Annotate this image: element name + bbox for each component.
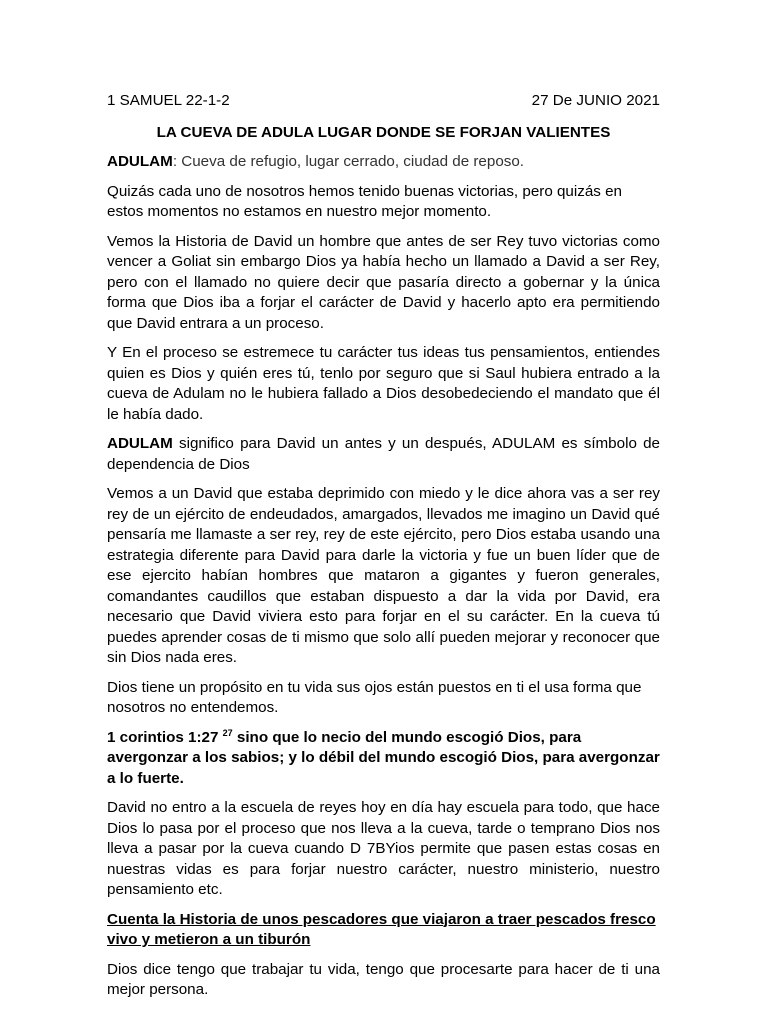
document-title: LA CUEVA DE ADULA LUGAR DONDE SE FORJAN VALIENTES bbox=[156, 123, 611, 141]
adulam-term: ADULAM bbox=[107, 435, 173, 452]
paragraph-army: Vemos a un David que estaba deprimido con miedo y le dice ahora vas a ser rey rey de un ejército de endeudados, amargados, llevados me imagino un David qué pensaría me llamaste a ser rey, rey de este ejército, pero Dios estaba usando una estrategia diferente para David para darle la victoria y fue un buen líder que de ese ejercito habían hombres que mataron a gigantes y fueron generales, comandantes caudillos que estaban dispuesto a dar la vida por David, era necesario que David viviera esto para forjar en el su carácter. En la cueva tú puedes aprender cosas de ti mismo que solo allí pueden mejorar y reconocer que sin Dios nada eres. bbox=[107, 485, 660, 666]
verse-number: 27 bbox=[222, 727, 233, 738]
paragraph-closing: Dios dice tengo que trabajar tu vida, tengo que procesarte para hacer de ti una mejor persona. bbox=[107, 960, 660, 998]
paragraph-david-history: Vemos la Historia de David un hombre que antes de ser Rey tuvo victorias como vencer a Goliat sin embargo Dios ya había hecho un llamado a David a ser Rey, pero con el llamado no quiere decir que pasaría directo a gobernar y la única forma que Dios iba a forjar el carácter de David y hacerlo apto era permitiendo que David entrara a un proceso. bbox=[107, 232, 660, 332]
scripture-reference: 1 SAMUEL 22-1-2 bbox=[107, 92, 230, 109]
verse-reference: 1 corintios 1:27 bbox=[107, 728, 223, 746]
paragraph-process: Y En el proceso se estremece tu carácter tus ideas tus pensamientos, entiendes quien es Dios y quién eres tú, tenlo por seguro que si Saul hubiera entrado a la cueva de Adulam no le hubiera fallado a Dios desobedeciendo el mandato que él le había dado. bbox=[107, 344, 660, 423]
adulam-meaning-text: significo para David un antes y un después, ADULAM es símbolo de dependencia de Dios bbox=[107, 435, 660, 473]
definition-paragraph bbox=[107, 152, 660, 173]
paragraph-purpose: Dios tiene un propósito en tu vida sus ojos están puestos en ti el usa forma que nosotros no entendemos. bbox=[107, 678, 642, 716]
document-date: 27 De JUNIO 2021 bbox=[531, 92, 660, 109]
document-page bbox=[107, 91, 660, 1010]
document-header bbox=[107, 91, 660, 112]
bible-verse bbox=[107, 728, 660, 790]
paragraph-intro: Quizás cada uno de nosotros hemos tenido buenas victorias, pero quizás en estos momentos no estamos en nuestro mejor momento. bbox=[107, 182, 623, 220]
verse-text: sino que lo necio del mundo escogió Dios, para avergonzar a los sabios; y lo débil del mundo escogió Dios, para avergonzar a lo fuerte. bbox=[107, 728, 660, 787]
definition-text: : Cueva de refugio, lugar cerrado, ciudad de reposo. bbox=[172, 153, 525, 170]
paragraph-school-of-kings: David no entro a la escuela de reyes hoy en día hay escuela para todo, que hace Dios lo pasa por el proceso que nos lleva a la cueva, tarde o temprano Dios nos lleva a pasar por la cueva cuando D 7BYios permite que pasen estas cosas en nuestras vidas es para forjar nuestro carácter, nuestro ministerio, nuestro pensamiento etc. bbox=[107, 799, 660, 898]
paragraph-adulam-meaning bbox=[107, 434, 660, 475]
story-heading: Cuenta la Historia de unos pescadores que viajaron a traer pescados fresco vivo y metieron a un tiburón bbox=[107, 910, 656, 948]
definition-term: ADULAM bbox=[107, 153, 173, 170]
